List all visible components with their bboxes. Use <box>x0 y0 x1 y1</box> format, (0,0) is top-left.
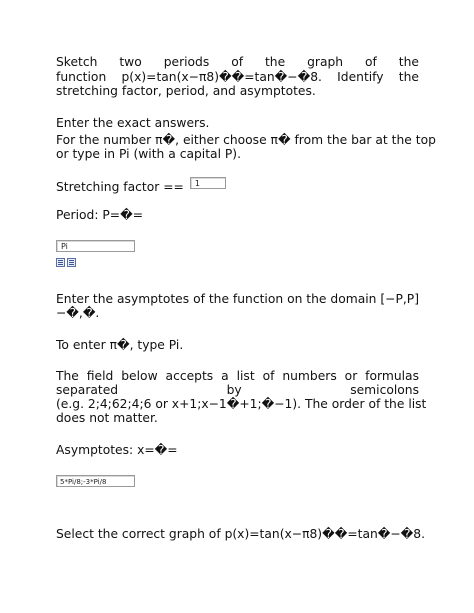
asymptotes-label: Asymptotes: x=�= <box>56 443 178 457</box>
exact-answers-instruction: Enter the exact answers. <box>56 116 210 130</box>
pi-hint: To enter π�, type Pi. <box>56 338 184 352</box>
field-help-line-2: separated by semicolons <box>56 383 419 397</box>
graph-question: Select the correct graph of p(x)=tan(x−π8)��=tan�−�8. <box>56 527 426 541</box>
asymptotes-input-wrap <box>56 475 419 489</box>
asymptote-domain-line-2: −�,�. <box>56 306 100 320</box>
pi-instruction-line-2: or type in Pi (with a capital P). <box>56 147 242 161</box>
field-help-line-1: The field below accepts a list of numbers or formulas <box>56 369 419 383</box>
problem-line-3: stretching factor, period, and asymptotes. <box>56 84 316 98</box>
field-help-line-4: does not matter. <box>56 411 158 425</box>
period-input[interactable]: Pi <box>56 240 135 252</box>
pi-instruction-line-1: For the number π�, either choose π� from the bar at the top <box>56 133 436 147</box>
stretching-factor-label: Stretching factor == <box>56 179 184 194</box>
period-label: Period: P=�= <box>56 208 144 222</box>
asymptote-domain-line-1: Enter the asymptotes of the function on the domain [−P,P] <box>56 292 419 306</box>
preview-icon[interactable] <box>67 258 76 267</box>
period-input-wrap <box>56 240 419 254</box>
problem-line-2: function p(x)=tan(x−π8)��=tan�−�8. Identify the <box>56 70 419 84</box>
asymptotes-input[interactable]: 5*Pi/8;-3*Pi/8 <box>56 475 135 487</box>
stretching-factor-input[interactable]: 1 <box>190 177 226 189</box>
math-toolbar <box>56 258 76 267</box>
field-help-line-3: (e.g. 2;4;62;4;6 or x+1;x−1�+1;�−1). The order of the list <box>56 397 427 411</box>
stretching-factor-row <box>56 179 419 195</box>
formula-editor-icon[interactable] <box>56 258 65 267</box>
problem-line-1: Sketch two periods of the graph of the <box>56 55 419 69</box>
